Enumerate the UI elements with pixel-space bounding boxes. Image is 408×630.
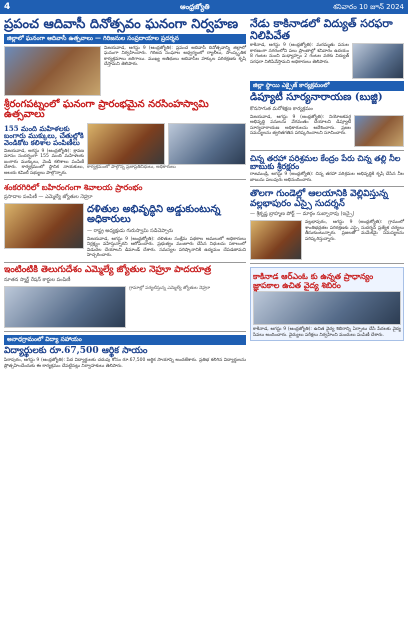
divider — [250, 263, 404, 264]
right-column — [250, 16, 404, 341]
headline-mahila: 155 మంది మహిళలకు బంగారు ముక్కులు, చేతుల్లోకి వెండికోట కలిశాల పంపిణీలు — [4, 123, 84, 148]
photo-si — [250, 220, 302, 260]
left-column — [4, 16, 246, 369]
divider — [4, 262, 246, 263]
photo-camp — [253, 291, 401, 325]
headline-dalithu: దళితుల అభివృద్ధిని అడ్డుకుంటున్న అధికారులు — [87, 203, 221, 226]
subhead-adivasi: జిల్లాలో ఘనంగా ఆదివాసీ ఉత్సవాలు — గిరిజనుల సంప్రదాయాల ప్రదర్శన — [4, 34, 246, 44]
divider — [4, 179, 246, 180]
body-vidyarthi: పిఠాపురం, ఆగస్టు 9 (ఆంధ్రజ్యోతి): పేద విద్యార్థులకు చదువు కోసం రూ.67,500 ఆర్థిక సాయాన్ని అందజేశారు. ప్రతిభ కలిగిన విద్యార్థులను ప్రోత్సహించేందుకు ఈ కార్యక్రమం చేపట్టినట్లు నిర్వాహకులు తెలిపారు. — [4, 358, 246, 369]
body-mahila: విజయవాడ, ఆగస్టు 9 (ఆంధ్రజ్యోతి): శ్రావణ మాసం సందర్భంగా 155 మంది మహిళలకు బంగారు ముక్కులు, వెండి కలిశాలు పంపిణీ చేశారు. కార్యక్రమంలో స్థానిక నాయకులు, ఆలయ కమిటీ సభ్యులు పాల్గొన్నారు. — [4, 148, 84, 176]
headline-shivalayam: శంకరగిరిలో బహిరంగంగా శివాలయ ప్రారంభం — [4, 182, 143, 193]
headline-deputy: డిప్యూటీ సూర్యనారాయణ (బుజ్జి) — [250, 92, 383, 104]
masthead — [0, 0, 408, 14]
body-power-cut: కాకినాడ, ఆగస్టు 9 (ఆంధ్రజ్యోతి): మరమ్మతు పనుల కారణంగా నగరంలోని పలు ప్రాంతాల్లో శనివారం ఉదయం 8 గంటల నుంచి మధ్యాహ్నం 2 గంటల వరకు విద్యుత్ సరఫరా నిలిపివేస్తామని అధికారులు తెలిపారు. — [250, 43, 349, 65]
headline-srirangam: శ్రీరంగపట్నంలో ఘనంగా ప్రారంభమైన నరసింహస్వామి ఉత్సవాలు — [4, 98, 209, 121]
photo-adivasi — [4, 46, 101, 96]
body-adivasi: విజయవాడ, ఆగస్టు 9 (ఆంధ్రజ్యోతి): ప్రపంచ ఆదివాసీ దినోత్సవాన్ని జిల్లాలో ఘనంగా నిర్వహించారు. గిరిజన సంఘాల ఆధ్వర్యంలో ర్యాలీలు, సాంస్కృతిక కార్యక్రమాలు జరిగాయి. ముఖ్య అతిథులు ఆదివాసీల హక్కుల పరిరక్షణకు కృషి చేస్తామని తెలిపారు. — [104, 45, 246, 68]
body-chinna: రాజమండ్రి, ఆగస్టు 9 (ఆంధ్రజ్యోతి): చిన్న తరహా పరిశ్రమల అభివృద్ధికి కృషి చేసిన నీల బాబును పలువురు అభినందించారు. — [250, 172, 404, 183]
subhead-vidyarthi: అనాధగ్రామంలో విద్యా సహాయం — [4, 335, 246, 345]
subhead-excise: జిల్లా స్థాయి ఎక్సైజ్ కార్యక్రమంలో — [250, 81, 404, 91]
headline-vallabha: తొలగా గుండెల్లో ఆలయానికి వెల్లివిస్తున్న వల్లభాపురం ఎస్సై సుదర్శన్ — [250, 189, 388, 209]
issue-date: శనివారం 10 జూన్ 2024 — [332, 3, 404, 11]
headline-camp: కాకినాడ ఆర్ఎంఓ కు ఉన్నత ప్రాధాన్యం జ్ఞాపకాల ఉచిత వైద్య శిబిరం — [253, 271, 374, 290]
photo-deputy — [354, 115, 404, 147]
headline-adivasi: ప్రపంచ ఆదివాసీ దినోత్సవం ఘనంగా నిర్వహణ — [4, 17, 239, 32]
divider — [250, 150, 404, 151]
page-number: 4 — [4, 2, 11, 12]
body-deputy: విజయవాడ, ఆగస్టు 9 (ఆంధ్రజ్యోతి): నియోజకవర్గ అభివృద్ధి పనులను వేగవంతం చేయాలని డిప్యూటీ సూర్యనారాయణ అధికారులను ఆదేశించారు. ప్రజల సమస్యలను త్వరితగతిన పరిష్కరించాలని సూచించారు. — [250, 114, 351, 137]
divider — [250, 186, 404, 187]
photo-event-2 — [168, 123, 246, 165]
body-camp: కాకినాడ, ఆగస్టు 9 (ఆంధ్రజ్యోతి): ఉచిత వైద్య శిబిరాన్ని ఏర్పాటు చేసి పేదలకు వైద్య సేవలు అందించారు. వైద్యులు పరీక్షలు నిర్వహించి మందులు పంపిణీ చేశారు. — [253, 327, 401, 338]
body-vallabha: వల్లభాపురం, ఆగస్టు 9 (ఆంధ్రజ్యోతి): గ్రామంలో శాంతిభద్రతల పరిరక్షణకు ఎస్సై సుదర్శన్ ప్రత్యేక చర్యలు తీసుకుంటున్నారు. ప్రజలతో మమేకమై సమస్యలను పరిష్కరిస్తున్నారు. — [305, 220, 404, 242]
photo-padayatra — [4, 286, 126, 328]
headline-vidyarthi: విద్యార్థులకు రూ.67,500 ఆర్థిక సాయం — [4, 346, 148, 356]
subhead-deputy: కొనసాగుత మరోశిక్షణ కార్యక్రమం — [250, 105, 313, 112]
headline-chinna: చిన్న తరహా పరిశ్రమల కేంద్రం పేరు చిన్న తల్లి నీల బాబుకు శ్రీరక్షరం — [250, 152, 401, 171]
photo-shrine — [4, 203, 84, 249]
paper-name: ఆంధ్రజ్యోతి — [180, 3, 210, 11]
subhead-dalithu: — రాష్ట్ర అధ్యక్షుడు గురుస్వామి సడిచెప్పారు — [87, 227, 174, 234]
subhead-vallabha: — శ్రీకృష్ణ బ్రాహ్మణ పోర్ట్ — మార్గం సుబ్బారావు (ఇన్సై) — [250, 211, 355, 218]
subhead-shivalayam: ప్రసాదాల పంపిణీ — ఎమ్మెల్యే జ్యోతుల నెహ్రూ — [4, 193, 93, 200]
photo-power — [352, 43, 404, 79]
camp-box — [250, 267, 404, 341]
caption-event: కార్యక్రమంలో పాల్గొన్న ప్రజాప్రతినిధులు, అధికారులు — [87, 164, 176, 170]
headline-power-cut: నేడు కాకినాడలో విద్యుత్ సరఫరా నిలిపివేత — [250, 17, 393, 42]
subhead-padayatra: నూతన స్మార్ట్ రేషన్ కార్డుల పంపిణీ — [4, 277, 71, 283]
body-dalithu: విజయవాడ, ఆగస్టు 9 (ఆంధ్రజ్యోతి): దళితుల సంక్షేమ పథకాల అమలులో అధికారులు నిర్లక్ష్యం వహిస్తున్నారని ఆరోపించారు. ప్రభుత్వం మంజూరు చేసిన నిధులను సకాలంలో విడుదల చేయాలని డిమాండ్ చేశారు. సమస్యల పరిష్కారానికి ఉద్యమం చేపడతామని హెచ్చరించారు. — [87, 236, 246, 259]
divider — [4, 331, 246, 332]
caption-padayatra: గ్రామాల్లో పర్యటిస్తున్న ఎమ్మెల్యే జ్యోతుల నెహ్రూ — [129, 286, 211, 291]
headline-padayatra: ఇంటింటికి తెలుగుదేశం ఎమ్మెల్యే జ్యోతుల నెహ్రూ పాదయాత్ర — [4, 264, 212, 275]
photo-event-1 — [87, 123, 165, 165]
